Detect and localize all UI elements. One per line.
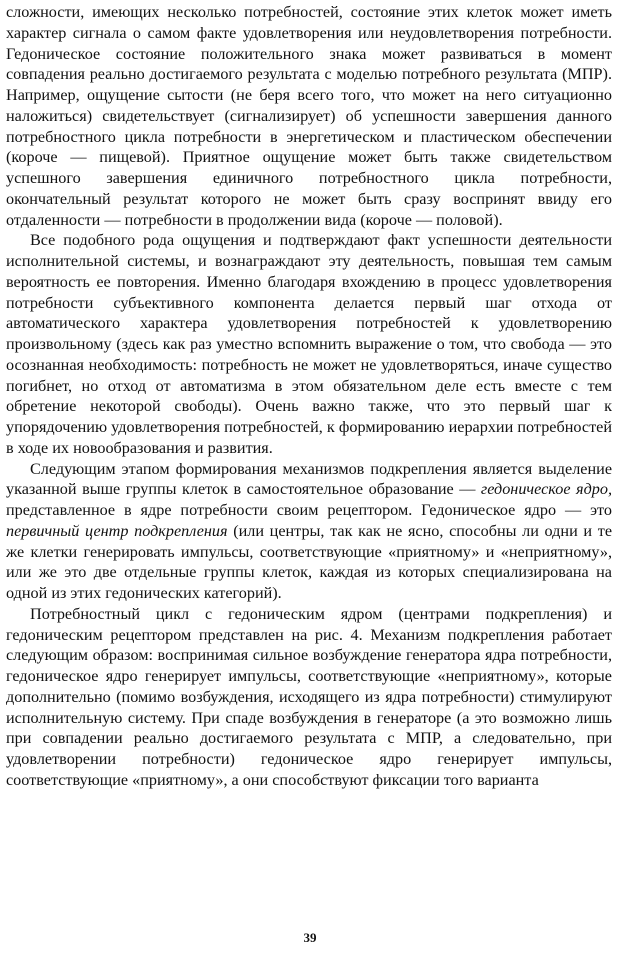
page-body xyxy=(6,2,612,791)
paragraph-3-text-c: (или центры, так как не ясно, способны ли одни и те же клетки генерировать импульсы, соответствующие «приятному» и «неприятному», или же это две отдельные группы клеток, каждая из которых специализирована на одной из этих гедонических категорий). xyxy=(6,521,612,602)
paragraph-2 xyxy=(6,230,612,458)
paragraph-3 xyxy=(6,459,612,604)
paragraph-2-text: Все подобного рода ощущения и подтверждают факт успешности деятельности исполнительной системы, и вознаграждают эту деятельность, повышая тем самым вероятность ее повторения. Именно благодаря вхождению в процесс удовлетворения потребности субъективного компонента делается первый шаг отхода от автоматического характера удовлетворения потребностей к удовлетворению произвольному (здесь как раз уместно вспомнить выражение о том, что свобода — это осознанная необходимость: потребность не может не удовлетворяться, иначе существо погибнет, но отход от автоматизма в этом обязательном деле есть вместе с тем обретение некоторой свободы). Очень важно также, что это первый шаг к упорядочению удовлетворения потребностей, к формированию иерархии потребностей в ходе их новообразования и развития. xyxy=(6,231,612,457)
paragraph-3-text-b: представленное в ядре потребности своим рецептором. Гедоническое ядро — это xyxy=(6,501,612,519)
paragraph-4 xyxy=(6,604,612,791)
paragraph-1 xyxy=(6,2,612,230)
term-hedonic-nucleus: гедоническое ядро, xyxy=(480,480,612,499)
paragraph-3-text-a: Следующим этапом формирования механизмов подкрепления является выделение указанной выше группы клеток в самостоятельное образование — xyxy=(6,459,612,499)
page-number: 39 xyxy=(303,930,317,945)
paragraph-1-text: сложности, имеющих несколько потребностей, состояние этих клеток может иметь характер сигнала о самом факте удовлетворения или неудовлетворения потребности. Гедоническое состояние положительного знака может развиваться в момент совпадения реально достигаемого результата с моделью потребного результата (МПР). Например, ощущение сытости (не беря всего того, что может на него ситуационно наложиться) свидетельствует (сигнализирует) об успешности завершения данного потребностного цикла потребности в энергетическом и пластическом обеспечении (короче — пищевой). Приятное ощущение может быть также свидетельством успешного завершения единичного потребностного цикла потребности, окончательный результат которого не может быть сразу воспринят ввиду его отдаленности — потребности в продолжении вида (короче — половой). xyxy=(6,3,612,229)
paragraph-4-text: Потребностный цикл с гедоническим ядром (центрами подкрепления) и гедоническим рецептором представлен на рис. 4. Механизм подкрепления работает следующим образом: воспринимая сильное возбуждение генератора ядра потребности, гедоническое ядро генерирует импульсы, соответствующие «неприятному», которые дополнительно (помимо возбуждения, исходящего из ядра потребности) стимулируют исполнительную систему. При спаде возбуждения в генераторе (а это возможно лишь при совпадении реально достигаемого результата с МПР, а следовательно, при удовлетворении потребности) гедоническое ядро генерирует импульсы, соответствующие «приятному», а они способствуют фиксации того варианта xyxy=(6,604,612,789)
term-primary-reinforcement-center: первичный центр подкрепления xyxy=(6,521,228,540)
